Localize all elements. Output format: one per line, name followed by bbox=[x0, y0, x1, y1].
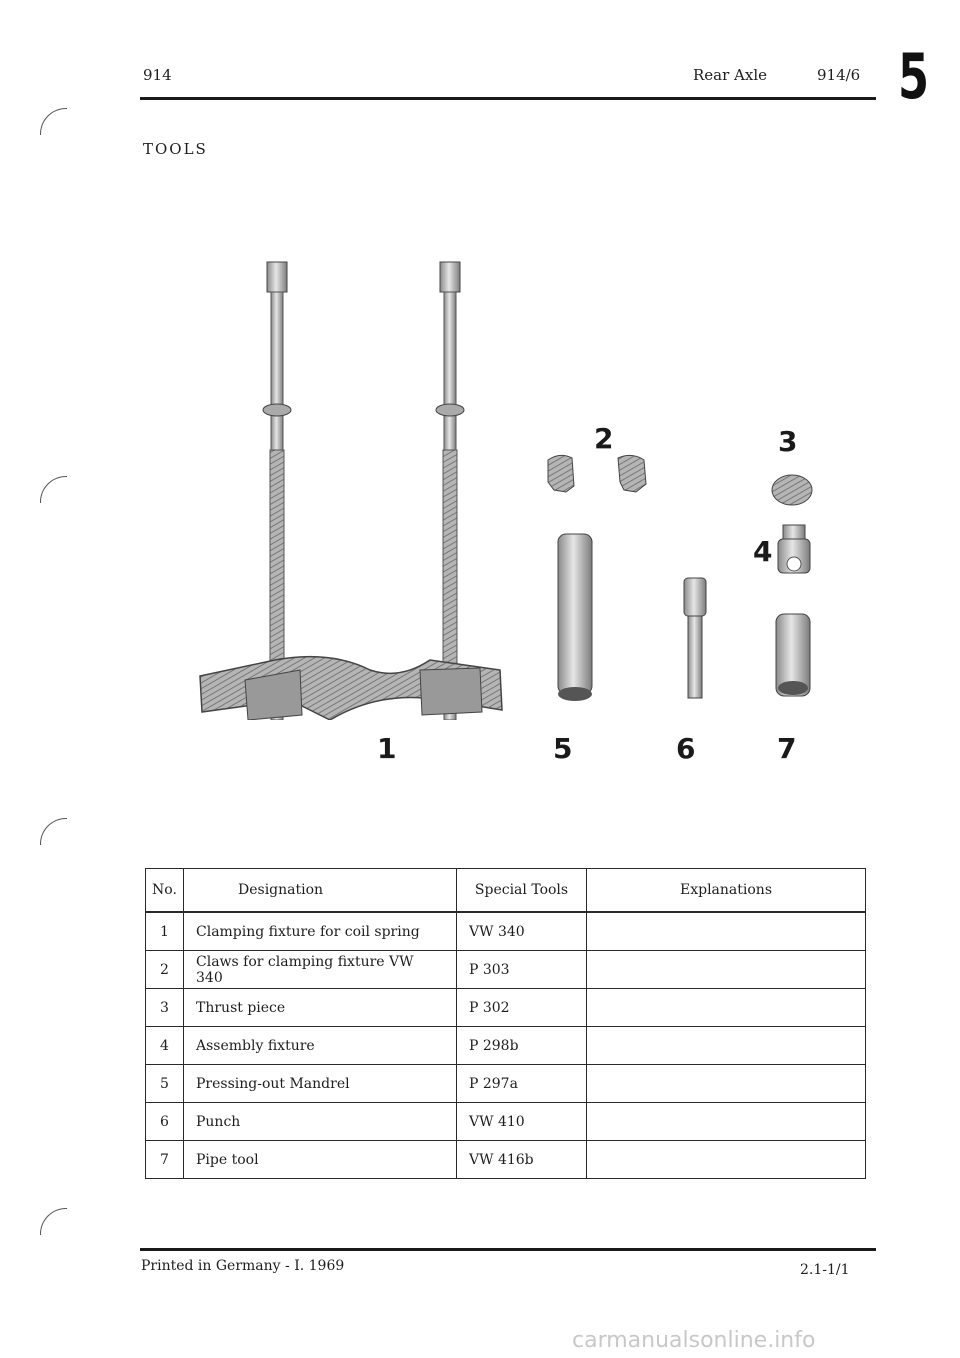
table-row bbox=[146, 912, 866, 951]
row-number: 7 bbox=[146, 1141, 184, 1179]
margin-mark bbox=[40, 108, 67, 135]
column-header-designation: Designation bbox=[184, 869, 457, 913]
header-section-title: Rear Axle bbox=[693, 66, 768, 84]
callout-5: 5 bbox=[553, 732, 573, 765]
table-row bbox=[146, 1141, 866, 1179]
column-header-special-tools: Special Tools bbox=[457, 869, 587, 913]
row-special-tool: VW 410 bbox=[457, 1103, 587, 1141]
callout-1: 1 bbox=[377, 732, 397, 765]
row-special-tool: VW 340 bbox=[457, 912, 587, 951]
callout-4: 4 bbox=[753, 535, 773, 568]
row-explanation bbox=[587, 912, 866, 951]
row-designation: Punch bbox=[184, 1103, 457, 1141]
row-special-tool: P 298b bbox=[457, 1027, 587, 1065]
callout-7: 7 bbox=[777, 732, 797, 765]
section-number: 5 bbox=[898, 40, 930, 113]
callout-3: 3 bbox=[778, 425, 798, 458]
row-designation: Claws for clamping fixture VW 340 bbox=[184, 951, 457, 989]
table-row bbox=[146, 1027, 866, 1065]
table-row bbox=[146, 1065, 866, 1103]
column-header-no: No. bbox=[146, 869, 184, 913]
row-special-tool: P 297a bbox=[457, 1065, 587, 1103]
row-designation: Clamping fixture for coil spring bbox=[184, 912, 457, 951]
row-number: 2 bbox=[146, 951, 184, 989]
header-model: 914 bbox=[143, 66, 172, 84]
assembly-fixture-drawing bbox=[778, 525, 810, 573]
table-header-row bbox=[146, 869, 866, 913]
margin-mark bbox=[40, 476, 67, 503]
row-designation: Pipe tool bbox=[184, 1141, 457, 1179]
row-designation: Pressing-out Mandrel bbox=[184, 1065, 457, 1103]
column-header-explanations: Explanations bbox=[587, 869, 866, 913]
row-explanation bbox=[587, 1103, 866, 1141]
page-title: TOOLS bbox=[143, 140, 208, 158]
row-explanation bbox=[587, 951, 866, 989]
row-designation: Thrust piece bbox=[184, 989, 457, 1027]
row-number: 5 bbox=[146, 1065, 184, 1103]
footer-printed: Printed in Germany - I. 1969 bbox=[141, 1258, 345, 1274]
tools-illustration bbox=[180, 250, 840, 720]
row-explanation bbox=[587, 1141, 866, 1179]
row-number: 1 bbox=[146, 912, 184, 951]
row-designation: Assembly fixture bbox=[184, 1027, 457, 1065]
tools-table bbox=[145, 868, 866, 1179]
punch-drawing bbox=[684, 578, 706, 698]
claws-drawing bbox=[548, 455, 646, 492]
header-rule bbox=[140, 97, 876, 100]
row-special-tool: VW 416b bbox=[457, 1141, 587, 1179]
row-number: 4 bbox=[146, 1027, 184, 1065]
table-row bbox=[146, 989, 866, 1027]
watermark: carmanualsonline.info bbox=[572, 1328, 816, 1353]
row-explanation bbox=[587, 1027, 866, 1065]
margin-mark bbox=[40, 1208, 67, 1235]
row-special-tool: P 302 bbox=[457, 989, 587, 1027]
table-row bbox=[146, 1103, 866, 1141]
footer-rule bbox=[140, 1248, 876, 1251]
pipe-tool-drawing bbox=[776, 614, 810, 696]
row-explanation bbox=[587, 1065, 866, 1103]
callout-6: 6 bbox=[676, 732, 696, 765]
clamping-fixture-drawing bbox=[200, 262, 502, 720]
margin-mark bbox=[40, 818, 67, 845]
row-number: 3 bbox=[146, 989, 184, 1027]
row-number: 6 bbox=[146, 1103, 184, 1141]
thrust-piece-drawing bbox=[772, 475, 812, 505]
header-model-code: 914/6 bbox=[817, 66, 861, 84]
mandrel-drawing bbox=[558, 534, 592, 701]
table-row bbox=[146, 951, 866, 989]
row-explanation bbox=[587, 989, 866, 1027]
footer-page-ref: 2.1-1/1 bbox=[800, 1262, 850, 1278]
callout-2: 2 bbox=[594, 422, 614, 455]
row-special-tool: P 303 bbox=[457, 951, 587, 989]
